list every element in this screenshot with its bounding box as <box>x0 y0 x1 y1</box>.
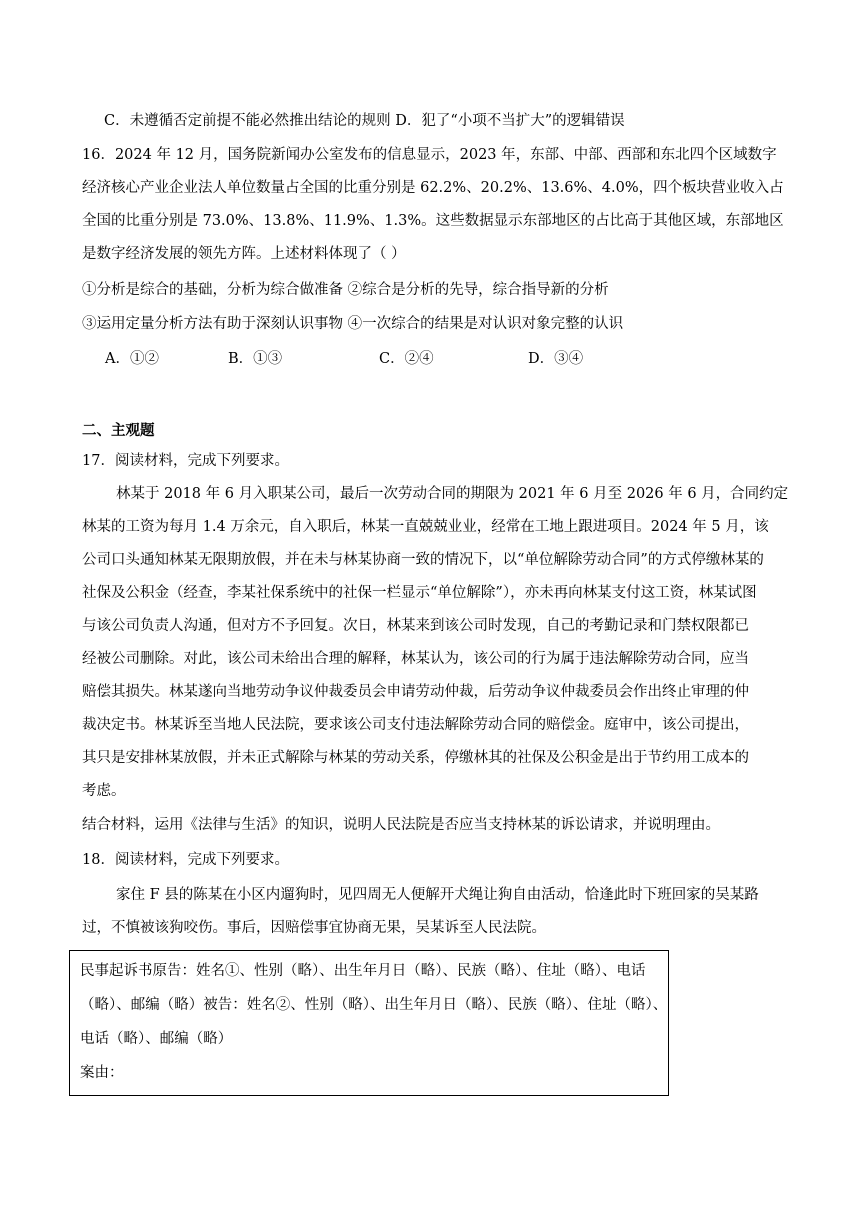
q17-material-line-1: 林某于 2018 年 6 月入职某公司，最后一次劳动合同的期限为 2021 年 6 月至 2026 年 6 月，合同约定 <box>116 486 789 502</box>
q18-prompt: 18．阅读材料，完成下列要求。 <box>82 852 289 868</box>
q16-option-d: D．③④ <box>528 351 584 367</box>
q17-material-line-10: 考虑。 <box>82 783 126 799</box>
q16-statement-1: ①分析是综合的基础，分析为综合做准备 ②综合是分析的先导，综合指导新的分析 <box>82 282 609 298</box>
q17-material-line-3: 公司口头通知林某无限期放假，并在未与林某协商一致的情况下，以“单位解除劳动合同”的方式停缴林某的 <box>82 552 764 568</box>
q16-option-a: A．①② <box>105 351 159 367</box>
civil-complaint-box <box>69 950 669 1096</box>
q16-line-1: 16．2024 年 12 月，国务院新闻办公室发布的信息显示，2023 年，东部、中部、西部和东北四个区域数字 <box>82 147 777 163</box>
complaint-line-1: 民事起诉书原告：姓名①、性别（略）、出生年月日（略）、民族（略）、住址（略）、电话 <box>80 963 646 979</box>
q17-question: 结合材料，运用《法律与生活》的知识，说明人民法院是否应当支持林某的诉讼请求，并说明理由。 <box>82 817 720 833</box>
q17-material-line-4: 社保及公积金（经查，李某社保系统中的社保一栏显示“单位解除”），亦未再向林某支付这工资，林某试图 <box>82 585 757 601</box>
q17-material-line-8: 裁决定书。林某诉至当地人民法院，要求该公司支付违法解除劳动合同的赔偿金。庭审中，该公司提出， <box>82 717 749 733</box>
complaint-line-2: （略）、邮编（略）被告：姓名②、性别（略）、出生年月日（略）、民族（略）、住址（略）、 <box>80 997 668 1013</box>
q17-material-line-2: 林某的工资为每月 1.4 万余元，自入职后，林某一直兢兢业业，经常在工地上跟进项目。2024 年 5 月，该 <box>82 519 769 535</box>
section-title: 二、主观题 <box>82 422 155 439</box>
q16-line-2: 经济核心产业企业法人单位数量占全国的比重分别是 62.2%、20.2%、13.6%、4.0%，四个板块营业收入占 <box>82 180 784 196</box>
q17-prompt: 17．阅读材料，完成下列要求。 <box>82 453 289 469</box>
q16-line-3: 全国的比重分别是 73.0%、13.8%、11.9%、1.3%。这些数据显示东部地区的占比高于其他区域，东部地区 <box>82 213 784 229</box>
complaint-cause-label: 案由： <box>80 1065 124 1081</box>
q16-line-4: 是数字经济发展的领先方阵。上述材料体现了（ ） <box>82 246 406 262</box>
q18-material-line-2: 过，不慎被该狗咬伤。事后，因赔偿事宜协商无果，吴某诉至人民法院。 <box>82 920 546 936</box>
complaint-line-3: 电话（略）、邮编（略） <box>80 1031 233 1047</box>
q17-material-line-7: 赔偿其损失。林某遂向当地劳动争议仲裁委员会申请劳动仲裁，后劳动争议仲裁委员会作出终止审理的仲 <box>82 684 749 700</box>
q17-material-line-6: 经被公司删除。对此，该公司未给出合理的解释，林某认为，该公司的行为属于违法解除劳动合同，应当 <box>82 651 749 667</box>
q16-option-b: B．①③ <box>228 351 283 367</box>
q18-material-line-1: 家住 F 县的陈某在小区内遛狗时，见四周无人便解开犬绳让狗自由活动，恰逢此时下班回家的吴某路 <box>116 887 759 903</box>
q15-options-cd: C．未遵循否定前提不能必然推出结论的规则 D．犯了“小项不当扩大”的逻辑错误 <box>104 113 625 129</box>
q17-material-line-9: 其只是安排林某放假，并未正式解除与林某的劳动关系，停缴林其的社保及公积金是出于节约用工成本的 <box>82 750 749 766</box>
q16-statement-2: ③运用定量分析方法有助于深刻认识事物 ④一次综合的结果是对认识对象完整的认识 <box>82 316 624 332</box>
q16-option-c: C．②④ <box>379 351 434 367</box>
q17-material-line-5: 与该公司负责人沟通，但对方不予回复。次日，林某来到该公司时发现，自己的考勤记录和门禁权限都已 <box>82 618 749 634</box>
